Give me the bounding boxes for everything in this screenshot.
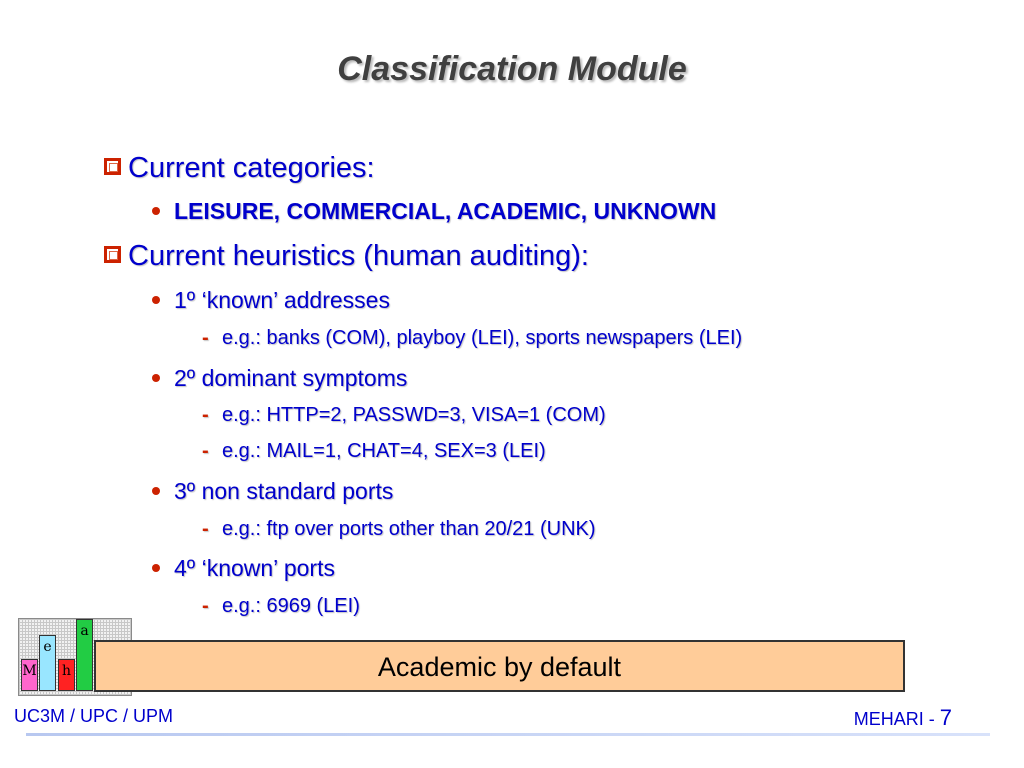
bullet-text: e.g.: banks (COM), playboy (LEI), sports newspapers (LEI) — [222, 327, 743, 349]
dash-bullet-icon: - — [202, 327, 209, 349]
sub-bullet-symptoms-example-lei — [202, 440, 546, 463]
bullet-current-categories — [104, 152, 375, 185]
logo-bar-m: M — [21, 659, 38, 691]
page-number: 7 — [939, 705, 952, 730]
bullet-text: e.g.: HTTP=2, PASSWD=3, VISA=1 (COM) — [222, 404, 606, 426]
dash-bullet-icon: - — [202, 404, 209, 426]
sub-bullet-symptoms-example-com — [202, 404, 606, 427]
bullet-text: e.g.: 6969 (LEI) — [222, 595, 360, 617]
dot-bullet-icon — [152, 207, 160, 215]
square-bullet-icon — [104, 246, 121, 263]
academic-default-note: Academic by default — [94, 640, 905, 692]
footer-divider — [26, 733, 990, 736]
bullet-text: 2º dominant symptoms — [174, 365, 408, 391]
footer-project: MEHARI - — [853, 709, 935, 729]
bullet-dominant-symptoms — [152, 365, 407, 392]
bullet-text: 4º ‘known’ ports — [174, 555, 335, 581]
bullet-known-ports — [152, 555, 335, 582]
bullet-text: e.g.: MAIL=1, CHAT=4, SEX=3 (LEI) — [222, 440, 546, 462]
sub-bullet-ports-example-unk — [202, 518, 596, 541]
bullet-text: 3º non standard ports — [174, 478, 394, 504]
footer-slide-label — [854, 705, 952, 731]
footer-institutions: UC3M / UPC / UPM — [14, 706, 174, 726]
square-bullet-icon — [104, 158, 121, 175]
bullet-current-heuristics — [104, 240, 589, 273]
dot-bullet-icon — [152, 487, 160, 495]
bullet-text: LEISURE, COMMERCIAL, ACADEMIC, UNKNOWN — [174, 198, 717, 224]
bullet-category-list — [152, 198, 716, 225]
dot-bullet-icon — [152, 374, 160, 382]
logo-bar-h: h — [58, 659, 75, 691]
dot-bullet-icon — [152, 564, 160, 572]
dash-bullet-icon: - — [202, 440, 209, 462]
dash-bullet-icon: - — [202, 595, 209, 617]
bullet-text: e.g.: ftp over ports other than 20/21 (UNK) — [222, 518, 596, 540]
logo-bar-a: a — [76, 619, 93, 691]
slide-title: Classification Module — [337, 50, 687, 88]
sub-bullet-ports-example-lei — [202, 595, 360, 618]
bullet-text: Current heuristics (human auditing): — [128, 240, 589, 272]
logo-bar-e: e — [39, 635, 56, 691]
bullet-non-standard-ports — [152, 478, 393, 505]
bullet-text: Current categories: — [128, 152, 375, 184]
dot-bullet-icon — [152, 296, 160, 304]
dash-bullet-icon: - — [202, 518, 209, 540]
bullet-text: 1º ‘known’ addresses — [174, 287, 390, 313]
sub-bullet-addresses-example — [202, 327, 742, 350]
bullet-known-addresses — [152, 287, 390, 314]
